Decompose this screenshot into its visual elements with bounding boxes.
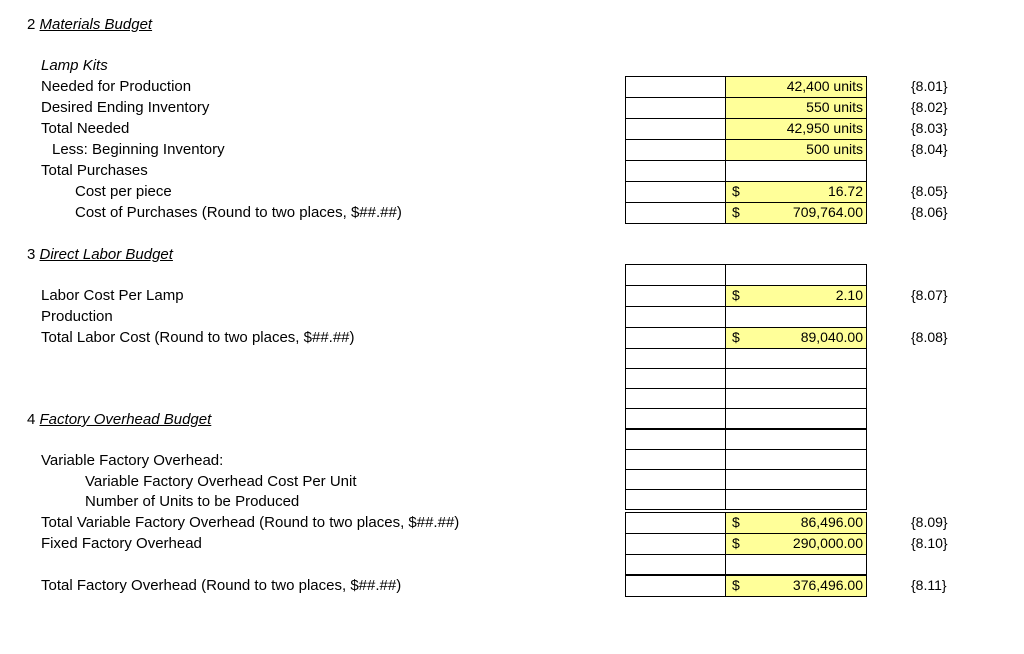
beginning-inventory-value[interactable]: 500 units [725,139,867,161]
input-cell[interactable] [725,449,867,470]
input-cell[interactable] [625,408,726,429]
total-needed-label: Total Needed [41,120,130,137]
input-cell[interactable] [625,327,726,349]
variable-overhead-cost-per-unit-label: Variable Factory Overhead Cost Per Unit [85,473,357,490]
overhead-number: 4 [27,411,36,428]
less-beginning-inventory-label: Less: Beginning Inventory [52,141,225,158]
desired-ending-inventory-value[interactable]: 550 units [725,97,867,119]
reference-code: {8.04} [911,141,948,157]
needed-for-production-value[interactable]: 42,400 units [725,76,867,98]
total-variable-overhead-value[interactable]: 86,496.00 [725,512,867,534]
reference-code: {8.06} [911,204,948,220]
total-labor-cost-label: Total Labor Cost (Round to two places, $##.##) [41,329,355,346]
input-cell[interactable] [725,489,867,510]
total-factory-overhead-value[interactable]: 376,496.00 [725,575,867,597]
labor-cost-per-lamp-label: Labor Cost Per Lamp [41,287,184,304]
reference-code: {8.07} [911,287,948,303]
dollar-sign: $ [732,577,740,593]
labor-number: 3 [27,246,36,263]
materials-number: 2 [27,16,36,33]
total-factory-overhead-label: Total Factory Overhead (Round to two places, $##.##) [41,577,402,594]
materials-heading [27,16,152,34]
input-cell[interactable] [625,181,726,203]
input-cell[interactable] [625,202,726,224]
input-cell[interactable] [625,76,726,98]
cost-per-piece-value[interactable]: 16.72 [725,181,867,203]
input-cell[interactable] [625,575,726,597]
total-labor-cost-value[interactable]: 89,040.00 [725,327,867,349]
fixed-factory-overhead-label: Fixed Factory Overhead [41,535,202,552]
cost-of-purchases-value[interactable]: 709,764.00 [725,202,867,224]
input-cell[interactable] [725,348,867,369]
materials-title: Materials Budget [39,16,153,33]
input-cell[interactable] [725,306,867,328]
reference-code: {8.08} [911,329,948,345]
input-cell[interactable] [725,469,867,490]
input-cell[interactable] [625,348,726,369]
dollar-sign: $ [732,204,740,220]
input-cell[interactable] [625,388,726,409]
reference-code: {8.10} [911,535,948,551]
dollar-sign: $ [732,535,740,551]
input-cell[interactable] [725,368,867,389]
input-cell[interactable] [625,449,726,470]
input-cell[interactable] [625,306,726,328]
fixed-factory-overhead-value[interactable]: 290,000.00 [725,533,867,555]
dollar-sign: $ [732,514,740,530]
input-cell[interactable] [625,489,726,510]
total-purchases-label: Total Purchases [41,162,148,179]
reference-code: {8.11} [911,577,947,593]
units-to-be-produced-label: Number of Units to be Produced [85,493,300,510]
input-cell[interactable] [625,533,726,555]
input-cell[interactable] [625,97,726,119]
lamp-kits-subheading: Lamp Kits [41,57,108,74]
input-cell[interactable] [625,368,726,389]
labor-title: Direct Labor Budget [39,246,173,263]
desired-ending-inventory-label: Desired Ending Inventory [41,99,210,116]
reference-code: {8.01} [911,78,948,94]
dollar-sign: $ [732,287,740,303]
total-variable-overhead-label: Total Variable Factory Overhead (Round to two places, $##.##) [41,514,460,531]
needed-for-production-label: Needed for Production [41,78,192,95]
reference-code: {8.05} [911,183,948,199]
input-cell[interactable] [625,285,726,307]
input-cell[interactable] [725,264,867,286]
production-label: Production [41,308,113,325]
input-cell[interactable] [625,469,726,490]
dollar-sign: $ [732,183,740,199]
input-cell[interactable] [625,160,726,182]
reference-code: {8.09} [911,514,948,530]
reference-code: {8.03} [911,120,948,136]
variable-factory-overhead-label: Variable Factory Overhead: [41,452,224,469]
input-cell[interactable] [725,554,867,575]
dollar-sign: $ [732,329,740,345]
input-cell[interactable] [725,160,867,182]
input-cell[interactable] [625,118,726,140]
input-cell[interactable] [725,388,867,409]
labor-heading [27,246,173,264]
total-needed-value[interactable]: 42,950 units [725,118,867,140]
input-cell[interactable] [625,554,726,575]
input-cell[interactable] [625,139,726,161]
input-cell[interactable] [625,264,726,286]
input-cell[interactable] [725,429,867,450]
overhead-title: Factory Overhead Budget [39,411,212,428]
overhead-heading [27,411,211,429]
input-cell[interactable] [725,408,867,429]
labor-cost-per-lamp-value[interactable]: 2.10 [725,285,867,307]
input-cell[interactable] [625,429,726,450]
cost-of-purchases-label: Cost of Purchases (Round to two places, $##.##) [75,204,402,221]
cost-per-piece-label: Cost per piece [75,183,172,200]
input-cell[interactable] [625,512,726,534]
reference-code: {8.02} [911,99,948,115]
